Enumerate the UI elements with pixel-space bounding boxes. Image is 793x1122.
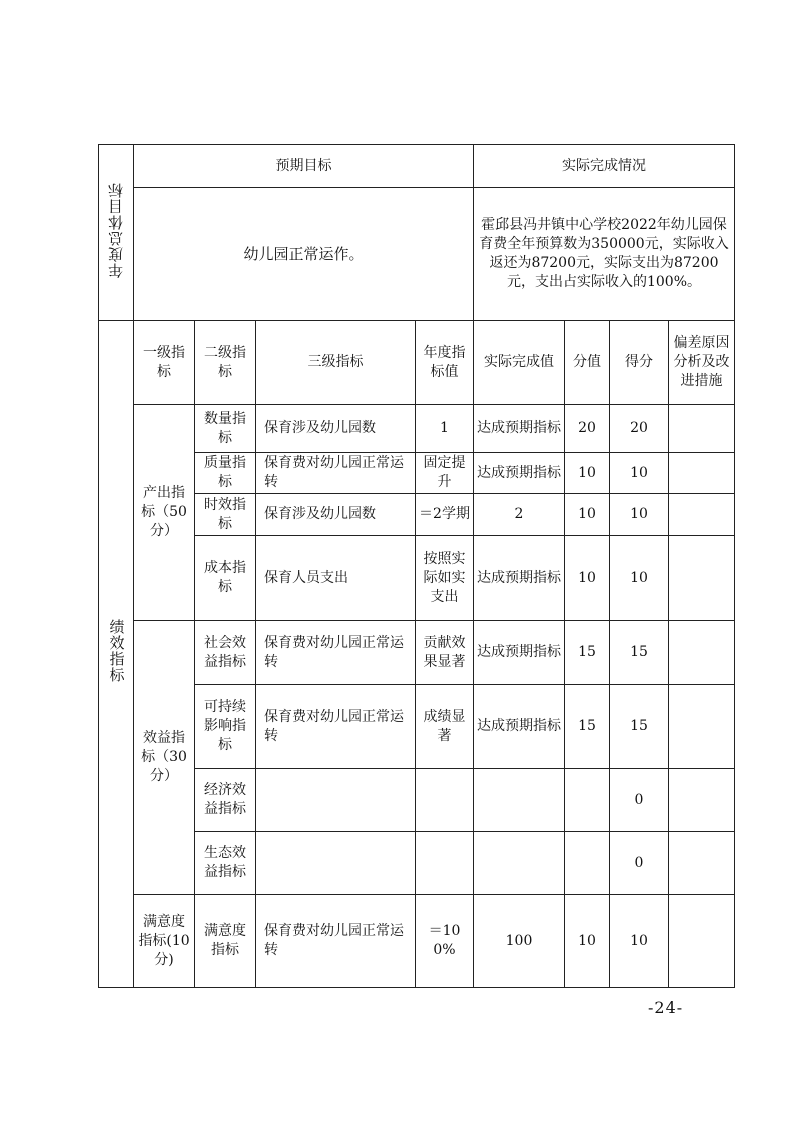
header-deviation: 偏差原因分析及改进措施 [669, 321, 735, 405]
header-level1: 一级指标 [134, 321, 195, 405]
row-level3: 保育费对幼儿园正常运转 [256, 685, 416, 769]
row-score: 10 [610, 453, 669, 494]
row-score: 0 [610, 832, 669, 895]
row-actual [474, 832, 565, 895]
row-points: 15 [565, 621, 610, 685]
header-level2: 二级指标 [195, 321, 256, 405]
row-level2: 成本指标 [195, 536, 256, 621]
row-actual: 达成预期指标 [474, 453, 565, 494]
row-annual: ＝100% [416, 895, 474, 988]
row-annual: 固定提升 [416, 453, 474, 494]
row-score: 10 [610, 494, 669, 536]
performance-indicators-label: 绩效指标 [107, 619, 126, 683]
row-points [565, 832, 610, 895]
row-score: 20 [610, 405, 669, 453]
row-level3: 保育费对幼儿园正常运转 [256, 895, 416, 988]
group-satisfaction: 满意度指标(10 分) [134, 895, 195, 988]
row-level2: 数量指标 [195, 405, 256, 453]
header-score: 得分 [610, 321, 669, 405]
row-points: 10 [565, 536, 610, 621]
row-deviation [669, 453, 735, 494]
row-points: 10 [565, 453, 610, 494]
expected-goal-text: 幼儿园正常运作。 [134, 188, 474, 321]
actual-completion-header: 实际完成情况 [474, 145, 735, 188]
header-annual-value: 年度指标值 [416, 321, 474, 405]
row-deviation [669, 621, 735, 685]
row-actual: 2 [474, 494, 565, 536]
annual-goal-label-cell [99, 145, 134, 321]
row-score: 15 [610, 685, 669, 769]
row-actual: 100 [474, 895, 565, 988]
row-level2: 经济效益指标 [195, 769, 256, 832]
row-deviation [669, 685, 735, 769]
row-level2: 时效指标 [195, 494, 256, 536]
group-benefit: 效益指标（30 分） [134, 621, 195, 895]
row-level3: 保育费对幼儿园正常运转 [256, 621, 416, 685]
row-actual: 达成预期指标 [474, 685, 565, 769]
group-output: 产出指标（50 分） [134, 405, 195, 621]
row-deviation [669, 769, 735, 832]
row-actual [474, 769, 565, 832]
row-level2: 生态效益指标 [195, 832, 256, 895]
row-score: 15 [610, 621, 669, 685]
annual-goal-label: 年度总体目标 [106, 181, 125, 278]
row-level2: 社会效益指标 [195, 621, 256, 685]
row-level3: 保育涉及幼儿园数 [256, 494, 416, 536]
performance-indicators-label-cell [99, 321, 134, 988]
expected-goal-header: 预期目标 [134, 145, 474, 188]
row-points: 10 [565, 895, 610, 988]
row-points: 10 [565, 494, 610, 536]
row-annual: 贡献效果显著 [416, 621, 474, 685]
performance-table [98, 144, 735, 988]
row-points [565, 769, 610, 832]
row-deviation [669, 494, 735, 536]
row-score: 0 [610, 769, 669, 832]
row-annual: 成绩显著 [416, 685, 474, 769]
row-deviation [669, 832, 735, 895]
row-points: 20 [565, 405, 610, 453]
row-score: 10 [610, 536, 669, 621]
row-level3: 保育费对幼儿园正常运转 [256, 453, 416, 494]
row-annual: 1 [416, 405, 474, 453]
row-actual: 达成预期指标 [474, 621, 565, 685]
row-annual [416, 832, 474, 895]
row-level3: 保育人员支出 [256, 536, 416, 621]
row-level2: 质量指标 [195, 453, 256, 494]
row-points: 15 [565, 685, 610, 769]
row-deviation [669, 536, 735, 621]
header-level3: 三级指标 [256, 321, 416, 405]
row-deviation [669, 405, 735, 453]
actual-completion-text: 霍邱县冯井镇中心学校2022年幼儿园保育费全年预算数为350000元，实际收入返还为87200元，实际支出为87200元，支出占实际收入的100%。 [474, 188, 735, 321]
row-level3 [256, 769, 416, 832]
row-level3 [256, 832, 416, 895]
row-level2: 可持续影响指标 [195, 685, 256, 769]
row-annual: ＝2学期 [416, 494, 474, 536]
row-annual: 按照实际如实支出 [416, 536, 474, 621]
row-score: 10 [610, 895, 669, 988]
header-actual-value: 实际完成值 [474, 321, 565, 405]
row-actual: 达成预期指标 [474, 405, 565, 453]
row-level2: 满意度指标 [195, 895, 256, 988]
row-deviation [669, 895, 735, 988]
page-number: -24- [648, 998, 684, 1017]
row-level3: 保育涉及幼儿园数 [256, 405, 416, 453]
row-actual: 达成预期指标 [474, 536, 565, 621]
header-points: 分值 [565, 321, 610, 405]
row-annual [416, 769, 474, 832]
